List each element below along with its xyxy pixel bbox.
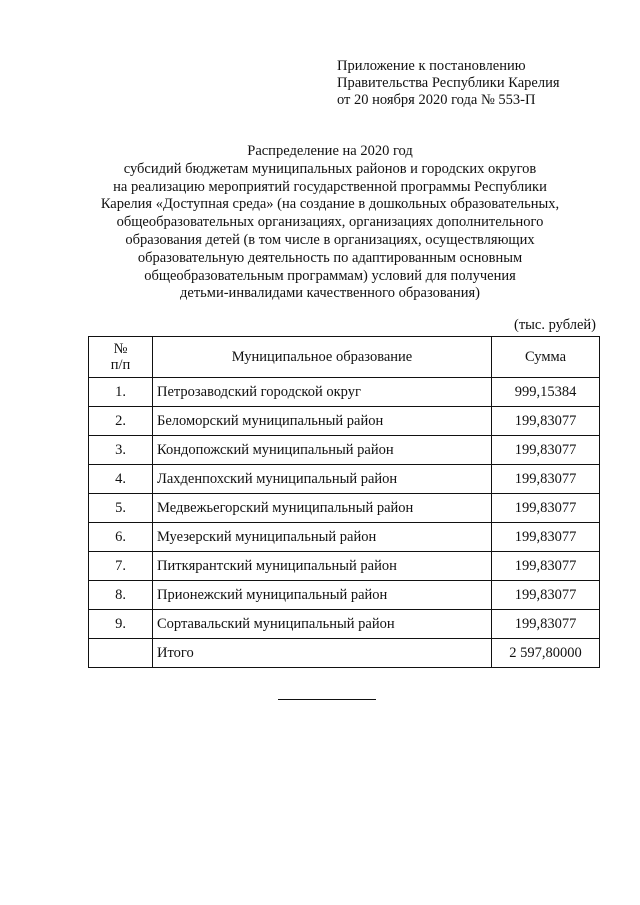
table-row — [89, 523, 600, 552]
unit-label: (тыс. рублей) — [514, 317, 596, 333]
title-line: субсидий бюджетам муниципальных районов и городских округов — [123, 160, 537, 177]
table-header-row — [89, 337, 600, 378]
row-sum: 199,83077 — [492, 552, 600, 581]
title-line: образования детей (в том числе в организациях, осуществляющих — [125, 231, 535, 248]
annex-line-2: Правительства Республики Карелия — [337, 75, 560, 91]
header-number-line-1: № — [113, 341, 128, 357]
row-municipality: Прионежский муниципальный район — [153, 581, 492, 610]
annex-line-3: от 20 ноября 2020 года № 553-П — [337, 92, 536, 108]
row-municipality: Беломорский муниципальный район — [153, 407, 492, 436]
row-sum: 199,83077 — [492, 494, 600, 523]
row-number: 7. — [89, 552, 153, 581]
title-line: на реализацию мероприятий государственной программы Республики — [113, 178, 547, 195]
row-number: 4. — [89, 465, 153, 494]
row-sum: 199,83077 — [492, 523, 600, 552]
title-line: общеобразовательным программам) условий для получения — [144, 267, 516, 284]
title-line: общеобразовательных организациях, организациях дополнительного — [116, 214, 544, 231]
row-municipality: Петрозаводский городской округ — [153, 378, 492, 407]
row-number: 2. — [89, 407, 153, 436]
closing-divider — [278, 699, 376, 700]
table-row — [89, 581, 600, 610]
row-sum: 199,83077 — [492, 465, 600, 494]
header-municipality: Муниципальное образование — [153, 337, 492, 378]
total-label: Итого — [153, 639, 492, 668]
row-number: 9. — [89, 610, 153, 639]
table-row — [89, 378, 600, 407]
row-municipality: Кондопожский муниципальный район — [153, 436, 492, 465]
row-number: 5. — [89, 494, 153, 523]
title-line: Распределение на 2020 год — [247, 143, 413, 159]
total-sum: 2 597,80000 — [492, 639, 600, 668]
header-number — [89, 337, 153, 378]
header-sum: Сумма — [492, 337, 600, 378]
row-number: 8. — [89, 581, 153, 610]
title-line: образовательную деятельность по адаптированным основным — [137, 249, 523, 266]
table-row — [89, 407, 600, 436]
row-sum: 199,83077 — [492, 436, 600, 465]
row-municipality: Медвежьегорский муниципальный район — [153, 494, 492, 523]
row-number: 3. — [89, 436, 153, 465]
row-municipality: Сортавальский муниципальный район — [153, 610, 492, 639]
row-municipality: Лахденпохский муниципальный район — [153, 465, 492, 494]
total-number — [89, 639, 153, 668]
title-line: детьми-инвалидами качественного образования) — [180, 285, 480, 302]
row-municipality: Муезерский муниципальный район — [153, 523, 492, 552]
table-total-row — [89, 639, 600, 668]
row-number: 1. — [89, 378, 153, 407]
header-number-line-2: п/п — [110, 357, 131, 373]
table-row — [89, 465, 600, 494]
row-sum: 999,15384 — [492, 378, 600, 407]
table-row — [89, 610, 600, 639]
row-number: 6. — [89, 523, 153, 552]
row-sum: 199,83077 — [492, 610, 600, 639]
row-sum: 199,83077 — [492, 407, 600, 436]
table-row — [89, 436, 600, 465]
table-row — [89, 494, 600, 523]
annex-line-1: Приложение к постановлению — [337, 58, 526, 74]
distribution-table — [88, 336, 600, 668]
row-sum: 199,83077 — [492, 581, 600, 610]
table-row — [89, 552, 600, 581]
row-municipality: Питкярантский муниципальный район — [153, 552, 492, 581]
title-line: Карелия «Доступная среда» (на создание в дошкольных образовательных, — [100, 196, 560, 213]
document-title — [80, 143, 580, 303]
annex-reference — [337, 58, 560, 109]
